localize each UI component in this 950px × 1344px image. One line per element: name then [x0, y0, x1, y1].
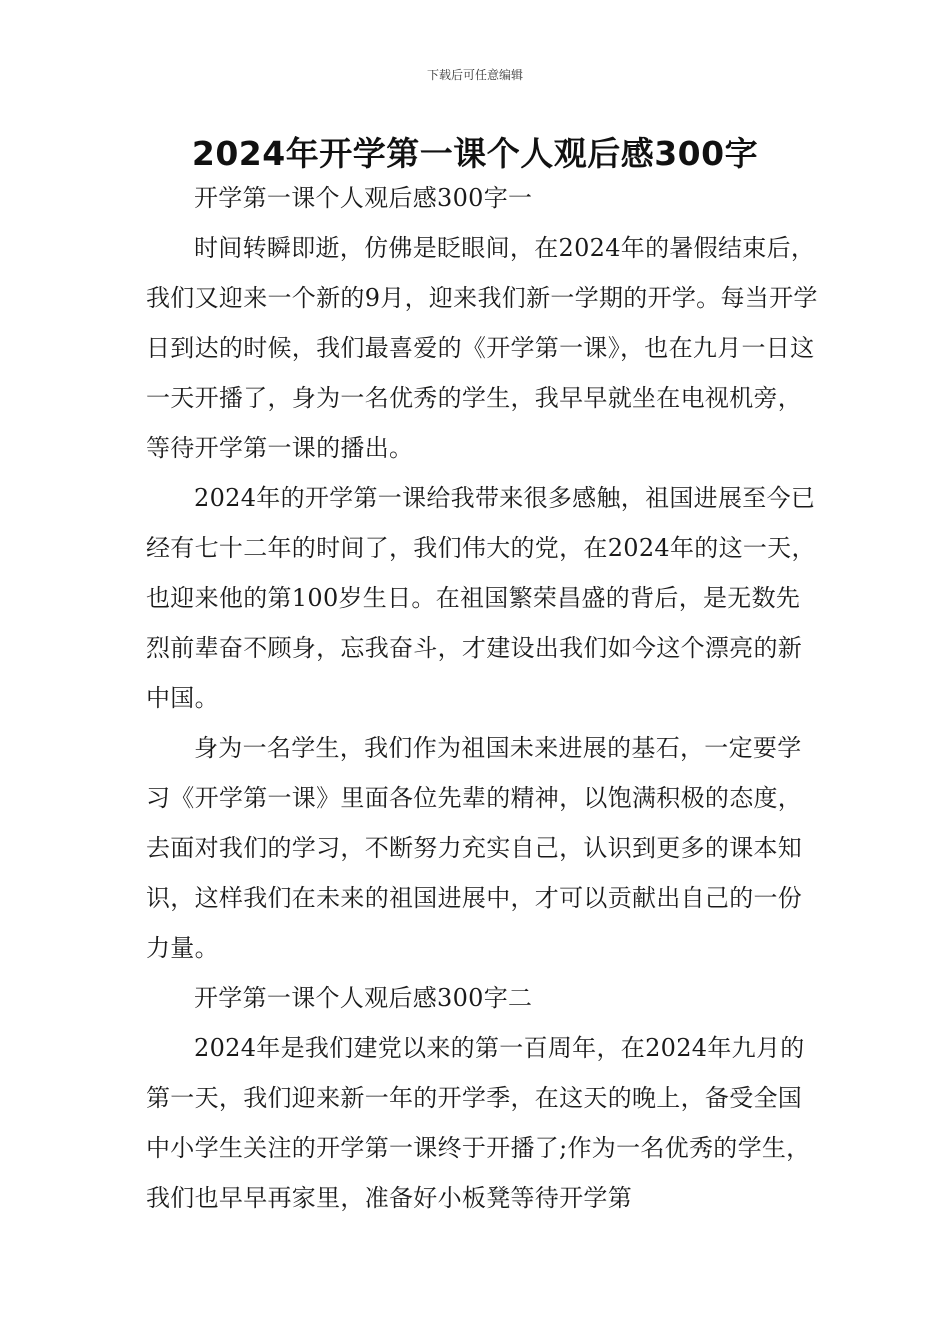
section-heading-2: 开学第一课个人观后感300字二	[194, 984, 533, 1012]
header-note: 下载后可任意编辑	[426, 68, 523, 82]
paragraph-2: 2024年的开学第一课给我带来很多感触，祖国进展至今已经有七十二年的时间了，我们伟大的党，在2024年的这一天，也迎来他的第100岁生日。在祖国繁荣昌盛的背后，是无数先烈前辈奋不顾身，忘我奋斗，才建设出我们如今这个漂亮的新中国。	[146, 484, 816, 712]
paragraph-1: 时间转瞬即逝，仿佛是眨眼间，在2024年的暑假结束后，我们又迎来一个新的9月，迎来我们新一学期的开学。每当开学日到达的时候，我们最喜爱的《开学第一课》，也在九月一日这一天开播了，身为一名优秀的学生，我早早就坐在电视机旁，等待开学第一课的播出。	[146, 234, 818, 462]
document-body	[146, 173, 822, 1223]
paragraph-3: 身为一名学生，我们作为祖国未来进展的基石，一定要学习《开学第一课》里面各位先辈的精神，以饱满积极的态度，去面对我们的学习，不断努力充实自己，认识到更多的课本知识，这样我们在未来的祖国进展中，才可以贡献出自己的一份力量。	[146, 734, 803, 962]
section-heading-1: 开学第一课个人观后感300字一	[194, 184, 533, 212]
document-title: 2024年开学第一课个人观后感300字	[191, 134, 759, 173]
paragraph-4: 2024年是我们建党以来的第一百周年，在2024年九月的第一天，我们迎来新一年的开学季，在这天的晚上，备受全国中小学生关注的开学第一课终于开播了;作为一名优秀的学生，我们也早早再家里，准备好小板凳等待开学第	[146, 1034, 811, 1212]
